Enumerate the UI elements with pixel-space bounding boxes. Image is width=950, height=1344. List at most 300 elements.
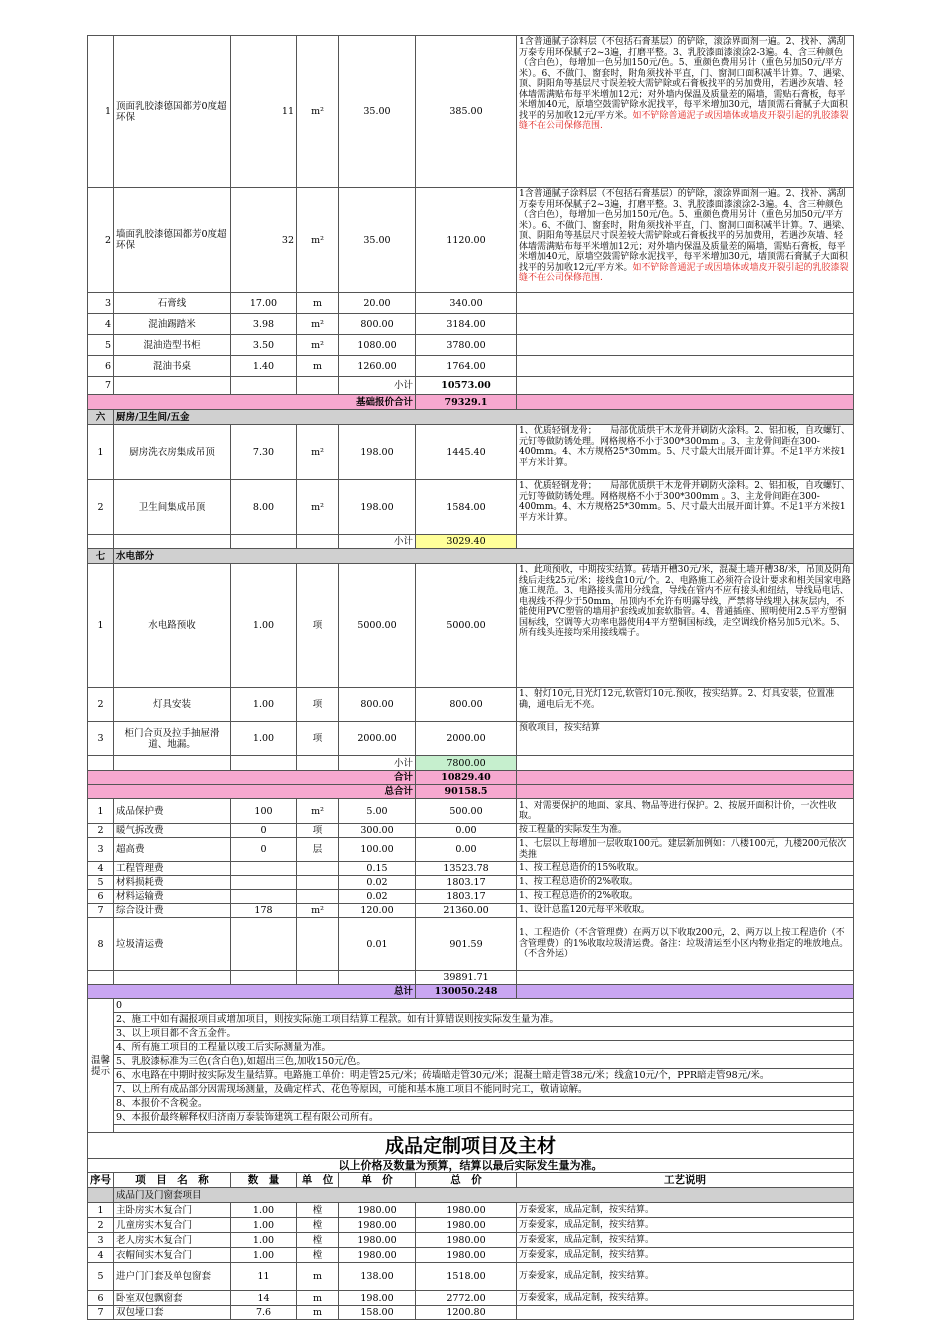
item-no: 4	[88, 862, 114, 876]
item-desc	[517, 314, 854, 335]
item-no: 7	[88, 904, 114, 918]
summary-row	[88, 756, 854, 771]
table-row	[88, 36, 854, 188]
section-no: 六	[88, 410, 114, 425]
item-name: 石膏线	[114, 293, 231, 314]
desc-text: 万泰爱家，成品定制，按实结算。	[519, 1292, 655, 1303]
item-total: 500.00	[416, 799, 517, 824]
item-qty: 0	[231, 824, 297, 838]
section-row	[88, 549, 854, 564]
item-unit: 樘	[297, 1218, 339, 1233]
custom-subtitle: 以上价格及数量为预算，结算以最后实际发生量为准。	[88, 1159, 854, 1173]
desc-text: 万泰爱家，成品定制，按实结算。	[519, 1271, 655, 1282]
item-unit: 项	[297, 722, 339, 756]
summary-value: 39891.71	[416, 971, 517, 985]
item-name: 主卧房实木复合门	[114, 1203, 231, 1218]
blank-cell	[231, 535, 297, 549]
blank-cell	[88, 1188, 114, 1203]
item-qty: 17.00	[231, 293, 297, 314]
item-total: 5000.00	[416, 564, 517, 688]
table-row	[88, 1248, 854, 1263]
item-no: 3	[88, 838, 114, 862]
item-qty: 3.98	[231, 314, 297, 335]
quotation-body	[88, 36, 854, 1320]
table-row	[88, 293, 854, 314]
item-qty: 1.00	[231, 1218, 297, 1233]
item-price: 0.01	[339, 918, 416, 971]
item-no: 6	[88, 1291, 114, 1306]
item-price: 0.02	[339, 890, 416, 904]
subtotal-row	[88, 971, 854, 985]
column-header: 工艺说明	[517, 1173, 854, 1188]
summary-label: 小计	[339, 377, 416, 395]
item-name: 墙面乳胶漆德国都芳0度超环保	[114, 188, 231, 293]
blank-cell	[517, 395, 854, 410]
item-name: 混油书桌	[114, 356, 231, 377]
item-price: 35.00	[339, 36, 416, 188]
item-unit: 樘	[297, 1203, 339, 1218]
item-total: 3780.00	[416, 335, 517, 356]
blank-cell	[88, 756, 114, 771]
item-price: 300.00	[339, 824, 416, 838]
table-row	[88, 1291, 854, 1306]
item-total: 385.00	[416, 36, 517, 188]
table-row	[88, 314, 854, 335]
item-qty: 100	[231, 799, 297, 824]
item-total: 1200.80	[416, 1306, 517, 1320]
item-desc	[517, 188, 854, 293]
desc-text: 预收项目，按实结算	[519, 723, 601, 733]
item-no: 4	[88, 1248, 114, 1263]
desc-text: 1、优质轻钢龙骨； 局部优质烘干木龙骨并刷防火涂料。2、铝扣板，自攻螺钉、元钉等做防锈处理。网格规格不小于300*300mm 。3、主龙骨间距在300-400mm。4、木方规格25*30mm。5、尺寸最大出展开面计算。不足1平方米按1平方米计算。	[519, 481, 850, 523]
total-label: 总合计	[88, 785, 416, 799]
table-row	[88, 799, 854, 824]
item-name: 卧室双包飘窗套	[114, 1291, 231, 1306]
item-no: 5	[88, 1263, 114, 1291]
item-desc	[517, 688, 854, 722]
header-row	[88, 1173, 854, 1188]
custom-title: 成品定制项目及主材	[88, 1133, 854, 1159]
tip-row	[88, 1125, 854, 1133]
item-qty: 1.00	[231, 688, 297, 722]
total-value: 90158.5	[416, 785, 517, 799]
section-no: 七	[88, 549, 114, 564]
item-name: 卫生间集成吊顶	[114, 480, 231, 535]
item-desc	[517, 1291, 854, 1306]
blank-cell	[339, 971, 416, 985]
blank-cell	[517, 535, 854, 549]
item-desc	[517, 425, 854, 480]
item-desc	[517, 335, 854, 356]
item-no: 1	[88, 36, 114, 188]
item-price: 100.00	[339, 838, 416, 862]
item-qty: 1.00	[231, 1203, 297, 1218]
table-row	[88, 890, 854, 904]
item-name: 柜门合页及拉手抽屉滑道、地漏。	[114, 722, 231, 756]
item-qty: 1.00	[231, 1233, 297, 1248]
item-name: 灯具安装	[114, 688, 231, 722]
item-desc	[517, 1306, 854, 1320]
tip-row	[88, 1041, 854, 1055]
item-unit: 樘	[297, 1248, 339, 1263]
column-header: 单 位	[297, 1173, 339, 1188]
section-row	[88, 410, 854, 425]
table-row	[88, 1203, 854, 1218]
desc-text: 1、七层以上每增加一层收取100元。建层新加例如：八楼100元，九楼200元依次类推	[519, 839, 847, 860]
blank-cell	[297, 377, 339, 395]
blank-cell	[517, 377, 854, 395]
item-no: 3	[88, 722, 114, 756]
blank-cell	[114, 971, 231, 985]
summary-row	[88, 535, 854, 549]
item-price: 5000.00	[339, 564, 416, 688]
item-no: 2	[88, 688, 114, 722]
blank-cell	[114, 377, 231, 395]
item-qty	[231, 876, 297, 890]
table-row	[88, 904, 854, 918]
table-row	[88, 564, 854, 688]
item-total: 1980.00	[416, 1248, 517, 1263]
table-row	[88, 824, 854, 838]
item-no: 5	[88, 876, 114, 890]
desc-text: 万泰爱家，成品定制，按实结算。	[519, 1219, 655, 1230]
item-qty	[231, 890, 297, 904]
custom-title-row	[88, 1133, 854, 1159]
warning-text: 如不铲除普通泥子或因墙体或墙皮开裂引起的乳胶漆裂缝不在公司保修范围.	[519, 110, 849, 131]
item-unit: m	[297, 1263, 339, 1291]
item-name: 顶面乳胶漆德国都芳0度超环保	[114, 36, 231, 188]
item-no: 5	[88, 335, 114, 356]
item-unit: 樘	[297, 1233, 339, 1248]
item-desc	[517, 862, 854, 876]
desc-text: 1、优质轻钢龙骨； 局部优质烘干木龙骨并刷防火涂料。2、铝扣板，自攻螺钉、元钉等做防锈处理。网格规格不小于300*300mm 。3、主龙骨间距在300-400mm。4、木方规格25*30mm。5、尺寸最大出展开面计算。不足1平方米按1平方米计算。	[519, 426, 850, 468]
item-no: 2	[88, 824, 114, 838]
tip-item: 8、本报价不含税金。	[114, 1097, 854, 1111]
blank-cell	[88, 971, 114, 985]
item-price: 800.00	[339, 688, 416, 722]
blank-cell	[114, 1125, 854, 1133]
item-total: 1803.17	[416, 876, 517, 890]
item-name: 材料运输费	[114, 890, 231, 904]
subtotal-row	[88, 377, 854, 395]
item-unit: m²	[297, 425, 339, 480]
item-name: 水电路预收	[114, 564, 231, 688]
item-no: 7	[88, 1306, 114, 1320]
tip-row	[88, 1055, 854, 1069]
item-name: 老人房实木复合门	[114, 1233, 231, 1248]
item-desc	[517, 1203, 854, 1218]
item-desc	[517, 918, 854, 971]
desc-text: 1含普通腻子涂料层（不包括石膏基层）的铲除，滚涂界面剂一遍。2、找补、满刮万泰专用环保腻子2~3遍，打磨平整。3、乳胶漆面漆滚涂2-3遍。4、含三种颜色（含白色），每增加一色另加150元/色。5、重颜色费用另计（重色另加50元/平方米）。6、不做门、窗套时，附角须找补平直，门、窗洞口面积减半计算。7、遇梁、顶、阴阳角等基层尺寸误差较大需铲除或石膏板找平的另加费用，若遇沙灰墙、轻体墙需满贴布每平米增加12元；对外墙内保温及质量差的隔墙，需贴石膏板，每平米增加40元，原墙空鼓需铲除水泥找平，每平米增加30元，墙顶需石膏腻子大面积找平的另加收12元/平方米。	[519, 37, 850, 121]
item-unit: m²	[297, 480, 339, 535]
column-header: 序号	[88, 1173, 114, 1188]
item-no: 3	[88, 1233, 114, 1248]
item-unit: m²	[297, 188, 339, 293]
item-total: 340.00	[416, 293, 517, 314]
item-name: 超高费	[114, 838, 231, 862]
item-name: 材料损耗费	[114, 876, 231, 890]
item-total: 1518.00	[416, 1263, 517, 1291]
total-row	[88, 985, 854, 999]
tip-row	[88, 1069, 854, 1083]
item-desc	[517, 722, 854, 756]
desc-text: 1、射灯10元,日光灯12元,软管灯10元.预收，按实结算。2、灯具安装，位置准确，通电后无不亮。	[519, 689, 835, 710]
item-qty: 178	[231, 904, 297, 918]
table-row	[88, 1263, 854, 1291]
item-qty: 1.00	[231, 564, 297, 688]
item-total: 1803.17	[416, 890, 517, 904]
tip-row	[88, 999, 854, 1013]
item-name: 成品保护费	[114, 799, 231, 824]
item-no: 1	[88, 564, 114, 688]
item-price: 1980.00	[339, 1203, 416, 1218]
item-unit: 项	[297, 824, 339, 838]
column-header: 单 价	[339, 1173, 416, 1188]
item-qty: 0	[231, 838, 297, 862]
blank-cell	[297, 756, 339, 771]
item-unit: 项	[297, 564, 339, 688]
total-row	[88, 785, 854, 799]
desc-text: 1、按工程总造价的2%收取。	[519, 877, 639, 888]
item-no: 3	[88, 293, 114, 314]
desc-text: 1含普通腻子涂料层（不包括石膏基层）的铲除，滚涂界面剂一遍。2、找补、满刮万泰专用环保腻子2~3遍，打磨平整。3、乳胶漆面漆滚涂2-3遍。4、含三种颜色（含白色），每增加一色另加150元/色。5、重颜色费用另计（重色另加50元/平方米）。6、不做门、窗套时，附角须找补平直，门、窗洞口面积减半计算。7、遇梁、顶、阴阳角等基层尺寸误差较大需铲除或石膏板找平的另加费用，若遇沙灰墙、轻体墙需满贴布每平米增加12元；对外墙内保温及质量差的隔墙，需贴石膏板，每平米增加40元，原墙空鼓需铲除水泥找平，每平米增加30元，墙顶需石膏腻子大面积找平的另加收12元/平方米。	[519, 189, 850, 273]
blank-cell	[231, 756, 297, 771]
table-row	[88, 1218, 854, 1233]
total-label: 总计	[88, 985, 416, 999]
item-desc	[517, 824, 854, 838]
item-price: 158.00	[339, 1306, 416, 1320]
item-total: 1764.00	[416, 356, 517, 377]
blank-cell	[231, 377, 297, 395]
blank-cell	[517, 971, 854, 985]
item-no: 4	[88, 314, 114, 335]
blank-cell	[88, 535, 114, 549]
table-row	[88, 335, 854, 356]
item-total: 1980.00	[416, 1203, 517, 1218]
item-unit: m²	[297, 335, 339, 356]
tip-row	[88, 1083, 854, 1097]
item-desc	[517, 480, 854, 535]
table-row	[88, 876, 854, 890]
item-name: 厨房洗衣房集成吊顶	[114, 425, 231, 480]
item-qty	[231, 918, 297, 971]
blank-cell	[297, 535, 339, 549]
item-desc	[517, 1218, 854, 1233]
item-name: 混油踢踏米	[114, 314, 231, 335]
item-price: 800.00	[339, 314, 416, 335]
item-unit: m²	[297, 904, 339, 918]
item-desc	[517, 904, 854, 918]
item-no: 6	[88, 356, 114, 377]
table-row	[88, 356, 854, 377]
item-price: 20.00	[339, 293, 416, 314]
item-price: 1080.00	[339, 335, 416, 356]
item-price: 120.00	[339, 904, 416, 918]
blank-cell	[231, 971, 297, 985]
item-price: 1980.00	[339, 1233, 416, 1248]
item-total: 0.00	[416, 838, 517, 862]
item-desc	[517, 799, 854, 824]
item-total: 1445.40	[416, 425, 517, 480]
item-price: 198.00	[339, 480, 416, 535]
tip-row	[88, 1097, 854, 1111]
desc-text: 1、此项预收，中期按实结算。砖墙开槽30元/米，混凝土墙开槽38/米，吊顶及阴角线后走线25元/米；接线盒10元/个。2、电路施工必须符合设计要求和相关国家电路施工规范。3、电路接头需用分线盒，导线在管内不应有接头和纽结，导线局电话、电视线不得少于50mm，吊顶内不允许有明露导线，严禁将导线埋入抹灰层内，不能使用PVC塑管的墙用护套线或加套软脂管。4、普通插座、照明使用2.5平方塑铜国标线，空调等大功率电器使用4平方塑铜国标线，走空调线价格另加5元\米。5、所有线头连接均采用接线端子。	[519, 565, 851, 638]
item-unit: m	[297, 293, 339, 314]
group-title: 成品门及门窗套项目	[114, 1188, 854, 1203]
group-row	[88, 1188, 854, 1203]
blank-cell	[114, 535, 231, 549]
column-header: 项 目 名 称	[114, 1173, 231, 1188]
total-label: 基础报价合计	[88, 395, 416, 410]
item-qty: 1.00	[231, 1248, 297, 1263]
item-desc	[517, 293, 854, 314]
desc-text: 万泰爱家，成品定制，按实结算。	[519, 1204, 655, 1215]
item-unit	[297, 890, 339, 904]
tip-item: 9、本报价最终解释权归济南万泰装饰建筑工程有限公司所有。	[114, 1111, 854, 1125]
tips-label: 温馨提示	[88, 999, 114, 1133]
item-unit: 层	[297, 838, 339, 862]
blank-cell	[517, 785, 854, 799]
blank-cell	[114, 756, 231, 771]
item-total: 1120.00	[416, 188, 517, 293]
section-title: 厨房/卫生间/五金	[114, 410, 854, 425]
item-name: 混油造型书柜	[114, 335, 231, 356]
quotation-sheet	[87, 35, 853, 1320]
item-name: 暖气拆改费	[114, 824, 231, 838]
table-row	[88, 425, 854, 480]
tip-item: 5、乳胶漆标准为三色(含白色),如超出三色,加收150元/色。	[114, 1055, 854, 1069]
item-qty: 14	[231, 1291, 297, 1306]
item-name: 衣帽间实木复合门	[114, 1248, 231, 1263]
item-desc	[517, 1263, 854, 1291]
tip-row	[88, 1013, 854, 1027]
item-name: 儿童房实木复合门	[114, 1218, 231, 1233]
item-total: 13523.78	[416, 862, 517, 876]
desc-text: 1、对需要保护的地面、家具、物品等进行保护。2、按展开面积计价，一次性收取。	[519, 800, 837, 821]
item-unit: m	[297, 1306, 339, 1320]
item-name: 综合设计费	[114, 904, 231, 918]
item-unit: m	[297, 356, 339, 377]
summary-value: 7800.00	[416, 756, 517, 771]
table-row	[88, 722, 854, 756]
summary-label: 小计	[339, 535, 416, 549]
tip-item: 2、施工中如有漏报项目或增加项目，则按实际施工项目结算工程款。如有计算错误则按实际发生量为准。	[114, 1013, 854, 1027]
table-row	[88, 188, 854, 293]
item-no: 1	[88, 1203, 114, 1218]
item-desc	[517, 838, 854, 862]
total-label: 合计	[88, 771, 416, 785]
blank-cell	[517, 771, 854, 785]
item-name: 进户门门套及单包窗套	[114, 1263, 231, 1291]
item-price: 138.00	[339, 1263, 416, 1291]
item-qty: 11	[231, 36, 297, 188]
tip-item: 6、水电路在中期时按实际发生量结算。电路施工单价：明走管25元/米；砖墙暗走管30元/米；混凝土暗走管38元/米；线盒10元/个，PPR暗走管98元/米。	[114, 1069, 854, 1083]
item-qty: 8.00	[231, 480, 297, 535]
blank-cell	[297, 971, 339, 985]
item-name: 双包垭口套	[114, 1306, 231, 1320]
item-total: 3184.00	[416, 314, 517, 335]
total-row	[88, 771, 854, 785]
desc-text: 按工程量的实际发生为准。	[519, 825, 628, 836]
total-value: 130050.248	[416, 985, 517, 999]
warning-text: 如不铲除普通泥子或因墙体或墙皮开裂引起的乳胶漆裂缝不在公司保修范围.	[519, 262, 849, 283]
total-row	[88, 395, 854, 410]
item-price: 1260.00	[339, 356, 416, 377]
item-unit	[297, 862, 339, 876]
item-price: 1980.00	[339, 1248, 416, 1263]
column-header: 数 量	[231, 1173, 297, 1188]
tip-item: 4、所有施工项目的工程量以竣工后实际测量为准。	[114, 1041, 854, 1055]
desc-text: 万泰爱家，成品定制，按实结算。	[519, 1249, 655, 1260]
desc-text: 1、工程造价（不含管理费）在两万以下收取200元，2、两万以上按工程造价（不含管理费）的1%收取垃圾清运费。备注：垃圾清运至小区内物业指定的堆放地点。（不含外运）	[519, 928, 849, 960]
section-title: 水电部分	[114, 549, 854, 564]
tip-row	[88, 1111, 854, 1125]
blank-cell	[517, 756, 854, 771]
tip-item: 0	[114, 999, 854, 1013]
desc-text: 万泰爱家，成品定制，按实结算。	[519, 1234, 655, 1245]
item-no: 2	[88, 1218, 114, 1233]
item-desc	[517, 876, 854, 890]
item-price: 198.00	[339, 425, 416, 480]
quotation-table	[87, 35, 854, 1320]
item-name: 垃圾清运费	[114, 918, 231, 971]
item-no: 6	[88, 890, 114, 904]
summary-value: 10573.00	[416, 377, 517, 395]
item-price: 5.00	[339, 799, 416, 824]
item-total: 0.00	[416, 824, 517, 838]
item-total: 800.00	[416, 688, 517, 722]
item-price: 1980.00	[339, 1218, 416, 1233]
table-row	[88, 862, 854, 876]
item-total: 1980.00	[416, 1233, 517, 1248]
item-qty: 7.6	[231, 1306, 297, 1320]
item-unit: m	[297, 1291, 339, 1306]
table-row	[88, 1233, 854, 1248]
table-row	[88, 480, 854, 535]
item-no: 2	[88, 480, 114, 535]
table-row	[88, 1306, 854, 1320]
table-row	[88, 688, 854, 722]
tip-item: 3、以上项目都不含五金件。	[114, 1027, 854, 1041]
table-row	[88, 918, 854, 971]
item-unit	[297, 876, 339, 890]
item-desc	[517, 890, 854, 904]
total-value: 10829.40	[416, 771, 517, 785]
item-no: 1	[88, 425, 114, 480]
item-qty: 11	[231, 1263, 297, 1291]
item-qty: 1.00	[231, 722, 297, 756]
item-price: 198.00	[339, 1291, 416, 1306]
item-total: 2000.00	[416, 722, 517, 756]
item-no: 7	[88, 377, 114, 395]
desc-text: 1、按工程总造价的15%收取。	[519, 863, 644, 874]
table-row	[88, 838, 854, 862]
tip-row	[88, 1027, 854, 1041]
blank-cell	[517, 985, 854, 999]
item-desc	[517, 564, 854, 688]
item-qty	[231, 862, 297, 876]
custom-subtitle-row	[88, 1159, 854, 1173]
item-total: 901.59	[416, 918, 517, 971]
item-desc	[517, 1248, 854, 1263]
item-desc	[517, 356, 854, 377]
item-desc	[517, 1233, 854, 1248]
tip-item: 7、以上所有成品部分因需现场测量，及确定样式、花色等原因，可能和基本施工项目不能同时完工，敬请谅解。	[114, 1083, 854, 1097]
item-qty: 1.40	[231, 356, 297, 377]
item-no: 2	[88, 188, 114, 293]
item-unit: m²	[297, 799, 339, 824]
desc-text: 1、设计总监120元每平米收取。	[519, 905, 650, 916]
